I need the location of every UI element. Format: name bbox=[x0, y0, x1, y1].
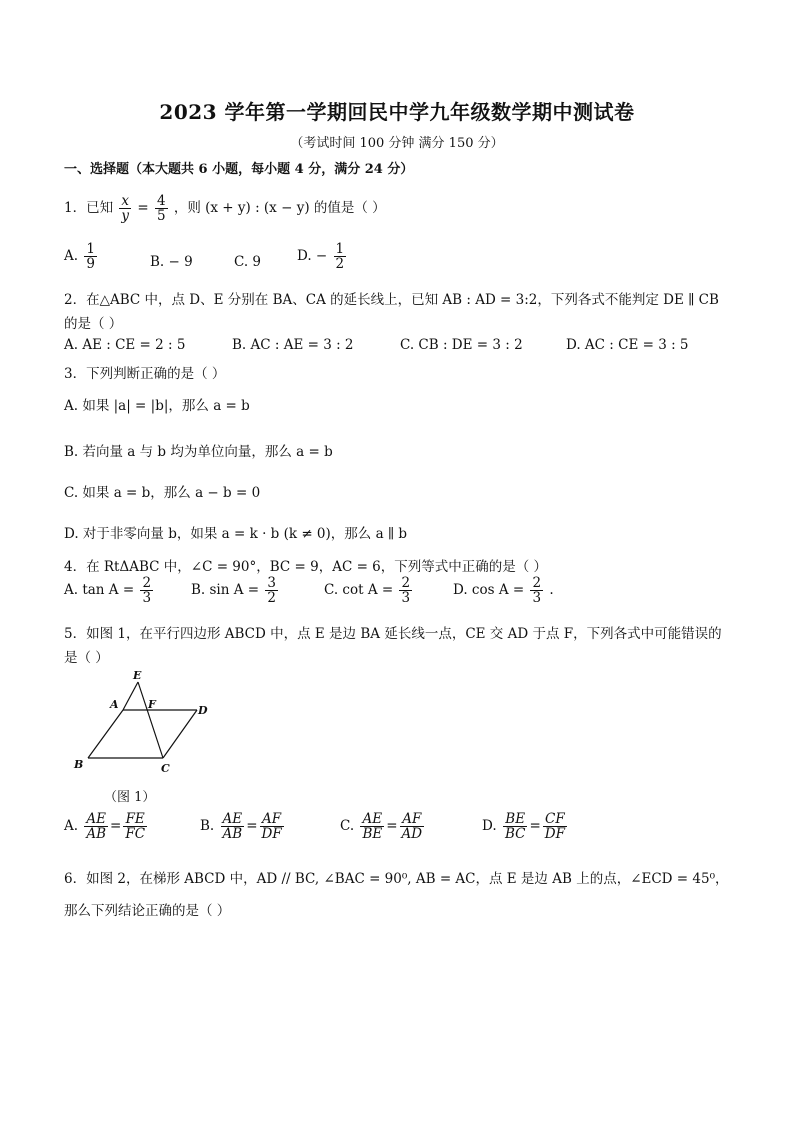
figure-1-parallelogram bbox=[70, 668, 220, 778]
edge-ec bbox=[138, 682, 163, 758]
label-d: D bbox=[198, 704, 208, 717]
label-b: B bbox=[74, 758, 84, 771]
q4-stem: 4．在 RtΔABC 中，∠C = 90°，BC = 9，AC = 6，下列等式中正确的是（ ） bbox=[64, 559, 548, 575]
label-f: F bbox=[148, 698, 156, 711]
q1-option-c: C. 9 bbox=[234, 254, 262, 270]
q2-stem-line1: 2．在△ABC 中，点 D、E 分别在 BA、CA 的延长线上，已知 AB : AD = 3:2，下列各式不能判定 DE ∥ CB bbox=[64, 292, 719, 308]
figure-1-caption: （图 1） bbox=[104, 790, 156, 805]
q6-stem-line1: 6．如图 2，在梯形 ABCD 中，AD // BC, ∠BAC = 90⁰, AB = AC，点 E 是边 AB 上的点，∠ECD = 45⁰， bbox=[64, 871, 729, 887]
q5-option-b: B. $\frac{AE}{AB}$ = $\frac{AF}{DF}$ bbox=[200, 811, 282, 843]
edge-ba bbox=[88, 710, 123, 758]
q6-stem-line2: 那么下列结论正确的是（ ） bbox=[64, 903, 231, 919]
q5-option-a: A. $\frac{AE}{AB}$ = $\frac{FE}{FC}$ bbox=[64, 811, 146, 843]
q4-option-a: A. tan A = $\frac{2}{3}$ bbox=[64, 575, 152, 607]
q4-option-c: C. cot A = $\frac{2}{3}$ bbox=[324, 575, 411, 607]
q5-option-d: D. $\frac{BE}{BC}$ = $\frac{CF}{DF}$ bbox=[482, 811, 565, 843]
q1-option-d: D. − $\frac{1}{2}$ bbox=[297, 241, 345, 273]
q1-fraction-xy: $\frac{x}{y}$ bbox=[121, 193, 130, 225]
q5-option-c: C. $\frac{AE}{BE}$ = $\frac{AF}{AD}$ bbox=[340, 811, 423, 843]
q4-option-b: B. sin A = $\frac{3}{2}$ bbox=[191, 575, 276, 607]
q3-option-c: C. 如果 a = b，那么 a − b = 0 bbox=[64, 485, 261, 501]
q3-option-a: A. 如果 |a| = |b|，那么 a = b bbox=[64, 398, 250, 414]
q4-option-d: D. cos A = $\frac{2}{3}$ . bbox=[453, 575, 554, 607]
q2-option-d: D. AC : CE = 3 : 5 bbox=[566, 337, 689, 353]
q2-option-c: C. CB : DE = 3 : 2 bbox=[400, 337, 523, 353]
label-a: A bbox=[110, 698, 119, 711]
q3-option-d: D. 对于非零向量 b，如果 a = k · b (k ≠ 0)，那么 a ∥ b bbox=[64, 526, 408, 542]
q1-fraction-45: $\frac{4}{5}$ bbox=[156, 193, 166, 225]
exam-subtitle: （考试时间 100 分钟 满分 150 分） bbox=[290, 136, 504, 151]
q5-stem-line1: 5．如图 1，在平行四边形 ABCD 中，点 E 是边 BA 延长线一点，CE 交 AD 于点 F，下列各式中可能错误的 bbox=[64, 626, 722, 642]
edge-ae bbox=[123, 682, 138, 710]
label-c: C bbox=[161, 762, 170, 775]
q2-option-a: A. AE : CE = 2 : 5 bbox=[64, 337, 186, 353]
label-e: E bbox=[133, 669, 142, 682]
q3-option-b: B. 若向量 a 与 b 均为单位向量，那么 a = b bbox=[64, 444, 333, 460]
q1-prefix: 1．已知 bbox=[64, 200, 114, 217]
q2-stem-line2: 的是（ ） bbox=[64, 316, 123, 332]
q3-stem: 3．下列判断正确的是（ ） bbox=[64, 366, 226, 382]
q5-stem-line2: 是（ ） bbox=[64, 650, 109, 666]
section-heading: 一、选择题（本大题共 6 小题，每小题 4 分，满分 24 分） bbox=[64, 162, 414, 177]
q2-option-b: B. AC : AE = 3 : 2 bbox=[232, 337, 354, 353]
question-1-stem: 1．已知 $\frac{x}{y}$ = $\frac{4}{5}$ ，则 (x + y) : (x − y) 的值是（ ） bbox=[64, 193, 386, 225]
exam-title: 2023 学年第一学期回民中学九年级数学期中测试卷 bbox=[159, 100, 635, 124]
q1-option-b: B. − 9 bbox=[150, 254, 193, 270]
edge-dc bbox=[163, 710, 197, 758]
q1-option-a: A. $\frac{1}{9}$ bbox=[64, 241, 95, 273]
q1-suffix: ，则 (x + y) : (x − y) 的值是（ ） bbox=[173, 200, 386, 217]
